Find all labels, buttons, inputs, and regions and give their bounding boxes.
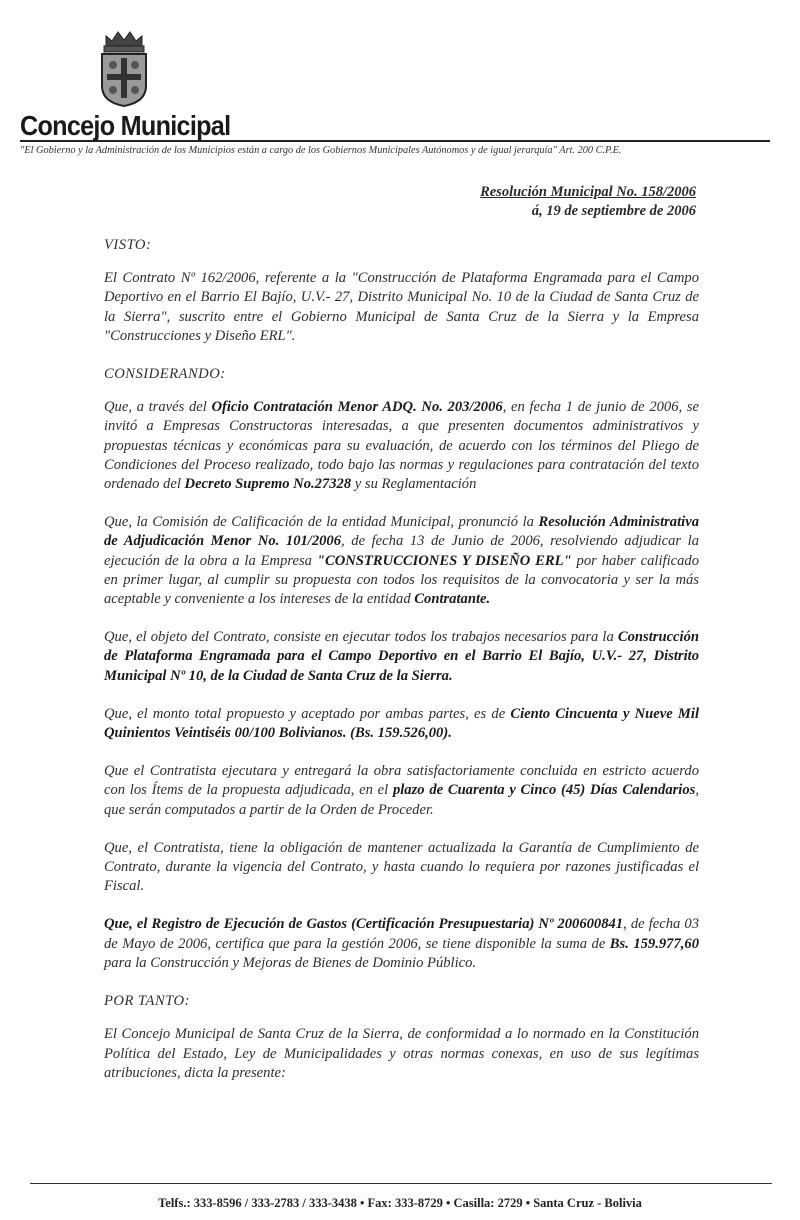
section-visto: VISTO: (104, 237, 152, 253)
text-run: Que, el objeto del Contrato, consiste en ejecutar todos los trabajos necesarios para la (104, 629, 618, 646)
document-body (104, 236, 699, 1102)
execution-period: plazo de Cuarenta y Cinco (45) Días Calendarios (392, 782, 696, 799)
paragraph-contract-object (104, 628, 699, 686)
paragraph-budget (104, 915, 699, 973)
section-considerando: CONSIDERANDO: (104, 366, 226, 383)
section-por-tanto: POR TANTO: (104, 993, 190, 1010)
contract-amount: Ciento Cincuenta y Nueve Mil Quinientos Veintiséis 00/100 Bolivianos. (Bs. 159.526,00). (104, 705, 699, 742)
organization-name: Concejo Municipal (20, 110, 231, 141)
adjudication-reference: Resolución Administrativa de Adjudicación Menor No. 101/2006 (104, 514, 699, 550)
paragraph-guarantee: Que, el Contratista, tiene la obligación de mantener actualizada la Garantía de Cumplimiento de Contrato, durante la vigencia del Contrato, y hasta cuando lo requiera por razones justificadas el Fiscal. (104, 839, 699, 895)
text-run: Que, la Comisión de Calificación de la entidad Municipal, pronunció la (104, 514, 539, 531)
text-run: Que, a través del (104, 399, 212, 416)
paragraph-contract: El Contrato Nº 162/2006, referente a la "Construcción de Plataforma Engramada para el Campo Deportivo en el Barrio El Bajío, U.V.- 27, Distrito Municipal No. 10 de la Ciudad de Santa Cruz de la Sierra", suscrito entre el Gobierno Municipal de Santa Cruz de la Sierra y la Empresa "Construcciones y Diseño ERL". (104, 270, 699, 344)
text-run: y su Reglamentación (351, 476, 477, 493)
paragraph-invitation (104, 398, 699, 494)
text-run: , de fecha 13 de Junio de 2006, resolviendo adjudicar la ejecución de la obra a la Empresa (104, 533, 699, 569)
project-description: Construcción de Plataforma Engramada para el Campo Deportivo en el Barrio El Bajío, U.V.- 27, Distrito Municipal Nº 10, de la Ciudad de Santa Cruz de la Sierra. (104, 629, 699, 684)
oficio-reference: Oficio Contratación Menor ADQ. No. 203/2006 (211, 399, 503, 416)
header-divider (20, 140, 770, 142)
text-run: por haber calificado en primer lugar, al cumplir su propuesta con todos los requisitos de la convocatoria y ser la más aceptable y conveniente a los intereses de la entidad (104, 552, 699, 608)
decree-reference: Decreto Supremo No.27328 (184, 476, 352, 493)
paragraph-amount (104, 705, 699, 743)
available-amount: Bs. 159.977,60 (609, 935, 699, 952)
text-run: , de fecha 03 de Mayo de 2006, certifica que para la gestión 2006, se tiene disponible la suma de (104, 916, 699, 952)
text-run: para la Construcción y Mejoras de Bienes de Dominio Público. (104, 954, 477, 971)
text-run: Que, el monto total propuesto y aceptado por ambas partes, es de (104, 705, 511, 722)
budget-certification: Que, el Registro de Ejecución de Gastos (Certificación Presupuestaria) Nº 200600841 (104, 916, 624, 933)
resolution-heading (480, 183, 696, 221)
paragraph-adjudication (104, 513, 699, 609)
company-name: "CONSTRUCCIONES Y DISEÑO ERL" (316, 552, 572, 569)
paragraph-resolution-intro: El Concejo Municipal de Santa Cruz de la Sierra, de conformidad a lo normado en la Constitución Política del Estado, Ley de Municipalidades y otras normas conexas, en uso de sus legítimas atribuciones, dicta la presente: (104, 1026, 699, 1081)
paragraph-deadline (104, 762, 699, 820)
footer-divider (30, 1183, 772, 1184)
text-run: , en fecha 1 de junio de 2006, se invitó a Empresas Constructoras interesadas, a que presenten documentos administrativos y propuestas técnicas y económicas para su evaluación, de acuerdo con los términos del Pliego de Condiciones del Proceso realizado, todo bajo las normas y regulaciones para contratación del texto ordenado del (104, 399, 699, 493)
resolution-number: Resolución Municipal No. 158/2006 (480, 184, 696, 200)
text-run: Que el Contratista ejecutara y entregará la obra satisfactoriamente concluida en estricto acuerdo con los Ítems de la propuesta adjudicada, en el (104, 763, 699, 799)
contact-footer: Telfs.: 333-8596 / 333-2783 / 333-3438 • Fax: 333-8729 • Casilla: 2729 • Santa Cruz - Bolivia (158, 1196, 642, 1210)
contracting-entity: Contratante. (414, 591, 491, 608)
text-run: , que serán computados a partir de la Orden de Proceder. (104, 782, 699, 818)
constitutional-motto: "El Gobierno y la Administración de los Municipios están a cargo de los Gobiernos Municipales Autónomos y de igual jerarquía" Art. 200 C.P.E. (20, 145, 622, 156)
coat-of-arms-emblem (98, 28, 150, 108)
resolution-date: á, 19 de septiembre de 2006 (531, 203, 696, 219)
